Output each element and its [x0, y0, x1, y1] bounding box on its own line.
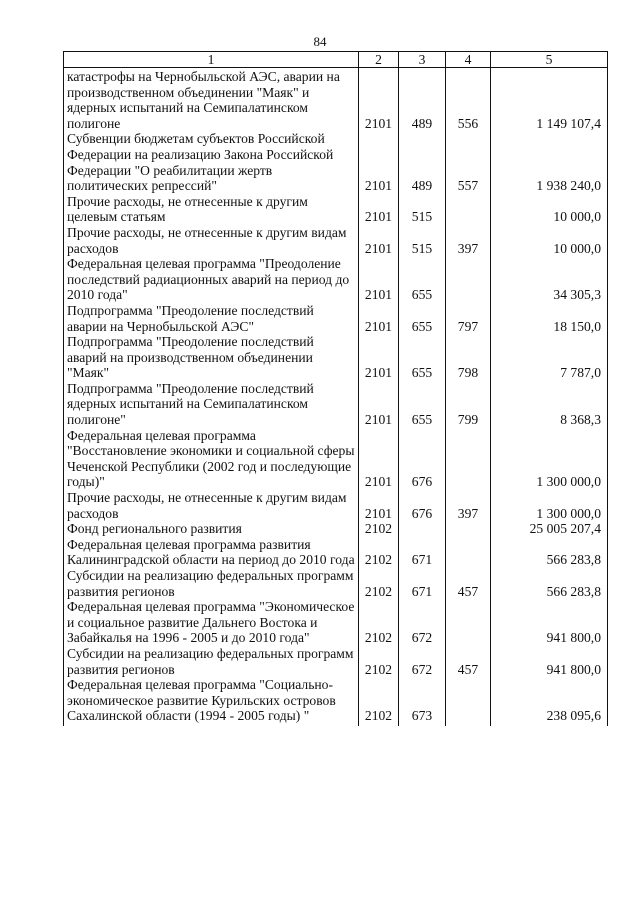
table-row: [64, 303, 608, 334]
section-code-cell: 2102: [359, 677, 399, 726]
budget-table: [63, 51, 608, 726]
amount-cell: 1 300 000,0: [491, 490, 608, 521]
table-row: [64, 225, 608, 256]
section-code-cell: 2102: [359, 568, 399, 599]
description-cell: Подпрограмма "Преодоление последствий аварии на Чернобыльской АЭС": [64, 303, 359, 334]
target-code-cell: 655: [399, 381, 446, 428]
expense-type-cell: [446, 599, 491, 646]
table-row: [64, 646, 608, 677]
description-cell: Субсидии на реализацию федеральных программ развития регионов: [64, 568, 359, 599]
target-code-cell: 515: [399, 194, 446, 225]
table-row: [64, 256, 608, 303]
amount-cell: 1 300 000,0: [491, 428, 608, 490]
target-code-cell: 515: [399, 225, 446, 256]
table-row: [64, 131, 608, 193]
amount-cell: 238 095,6: [491, 677, 608, 726]
expense-type-cell: 557: [446, 131, 491, 193]
expense-type-cell: 397: [446, 490, 491, 521]
description-cell: Фонд регионального развития: [64, 521, 359, 537]
table-row: [64, 521, 608, 537]
amount-cell: 1 938 240,0: [491, 131, 608, 193]
header-row: [64, 52, 608, 68]
expense-type-cell: [446, 537, 491, 568]
target-code-cell: 489: [399, 68, 446, 132]
page-number: 84: [313, 34, 327, 49]
amount-cell: 18 150,0: [491, 303, 608, 334]
target-code-cell: 655: [399, 256, 446, 303]
target-code-cell: 676: [399, 490, 446, 521]
description-cell: Федеральная целевая программа "Преодоление последствий радиационных аварий на период до 2010 года": [64, 256, 359, 303]
table-row: [64, 381, 608, 428]
section-code-cell: 2101: [359, 303, 399, 334]
expense-type-cell: [446, 256, 491, 303]
description-cell: Федеральная целевая программа "Восстановление экономики и социальной сферы Чеченской Республики (2002 год и последующие годы)": [64, 428, 359, 490]
description-cell: Федеральная целевая программа "Социально-экономическое развитие Курильских островов Сахалинской области (1994 - 2005 годы) ": [64, 677, 359, 726]
description-cell: Субсидии на реализацию федеральных программ развития регионов: [64, 646, 359, 677]
table-body: [64, 68, 608, 726]
amount-cell: 25 005 207,4: [491, 521, 608, 537]
expense-type-cell: 797: [446, 303, 491, 334]
expense-type-cell: 457: [446, 568, 491, 599]
section-code-cell: 2101: [359, 194, 399, 225]
section-code-cell: 2102: [359, 599, 399, 646]
expense-type-cell: 798: [446, 334, 491, 381]
description-cell: Подпрограмма "Преодоление последствий ядерных испытаний на Семипалатинском полигоне": [64, 381, 359, 428]
expense-type-cell: [446, 677, 491, 726]
table-row: [64, 334, 608, 381]
expense-type-cell: [446, 194, 491, 225]
target-code-cell: 673: [399, 677, 446, 726]
target-code-cell: 655: [399, 303, 446, 334]
amount-cell: 566 283,8: [491, 568, 608, 599]
section-code-cell: 2101: [359, 490, 399, 521]
expense-type-cell: 556: [446, 68, 491, 132]
description-cell: Федеральная целевая программа "Экономическое и социальное развитие Дальнего Востока и Забайкалья на 1996 - 2005 и до 2010 года": [64, 599, 359, 646]
section-code-cell: 2101: [359, 334, 399, 381]
expense-type-cell: 799: [446, 381, 491, 428]
description-cell: Федеральная целевая программа развития Калининградской области на период до 2010 года: [64, 537, 359, 568]
table-row: [64, 537, 608, 568]
description-cell: Субвенции бюджетам субъектов Российской Федерации на реализацию Закона Российской Федерации "О реабилитации жертв политических репрессий": [64, 131, 359, 193]
column-header-1: 1: [64, 52, 359, 68]
target-code-cell: 489: [399, 131, 446, 193]
section-code-cell: 2101: [359, 256, 399, 303]
section-code-cell: 2101: [359, 131, 399, 193]
target-code-cell: 655: [399, 334, 446, 381]
table-row: [64, 68, 608, 132]
amount-cell: 1 149 107,4: [491, 68, 608, 132]
table-row: [64, 599, 608, 646]
target-code-cell: [399, 521, 446, 537]
target-code-cell: 676: [399, 428, 446, 490]
column-header-4: 4: [446, 52, 491, 68]
section-code-cell: 2101: [359, 381, 399, 428]
column-header-5: 5: [491, 52, 608, 68]
expense-type-cell: 397: [446, 225, 491, 256]
target-code-cell: 672: [399, 646, 446, 677]
target-code-cell: 671: [399, 537, 446, 568]
table-row: [64, 490, 608, 521]
table-row: [64, 194, 608, 225]
section-code-cell: 2101: [359, 225, 399, 256]
amount-cell: 34 305,3: [491, 256, 608, 303]
amount-cell: 941 800,0: [491, 599, 608, 646]
section-code-cell: 2102: [359, 646, 399, 677]
section-code-cell: 2102: [359, 537, 399, 568]
description-cell: Прочие расходы, не отнесенные к другим целевым статьям: [64, 194, 359, 225]
amount-cell: 10 000,0: [491, 194, 608, 225]
description-cell: Прочие расходы, не отнесенные к другим видам расходов: [64, 490, 359, 521]
description-cell: Прочие расходы, не отнесенные к другим видам расходов: [64, 225, 359, 256]
amount-cell: 7 787,0: [491, 334, 608, 381]
amount-cell: 10 000,0: [491, 225, 608, 256]
amount-cell: 941 800,0: [491, 646, 608, 677]
table-header: [64, 52, 608, 68]
target-code-cell: 672: [399, 599, 446, 646]
section-code-cell: 2101: [359, 68, 399, 132]
column-header-2: 2: [359, 52, 399, 68]
table-row: [64, 568, 608, 599]
section-code-cell: 2102: [359, 521, 399, 537]
section-code-cell: 2101: [359, 428, 399, 490]
table-row: [64, 677, 608, 726]
description-cell: Подпрограмма "Преодоление последствий аварий на производственном объединении "Маяк": [64, 334, 359, 381]
amount-cell: 8 368,3: [491, 381, 608, 428]
expense-type-cell: [446, 521, 491, 537]
expense-type-cell: 457: [446, 646, 491, 677]
description-cell: катастрофы на Чернобыльской АЭС, аварии на производственном объединении "Маяк" и ядерных испытаний на Семипалатинском полигоне: [64, 68, 359, 132]
target-code-cell: 671: [399, 568, 446, 599]
expense-type-cell: [446, 428, 491, 490]
column-header-3: 3: [399, 52, 446, 68]
amount-cell: 566 283,8: [491, 537, 608, 568]
table-row: [64, 428, 608, 490]
